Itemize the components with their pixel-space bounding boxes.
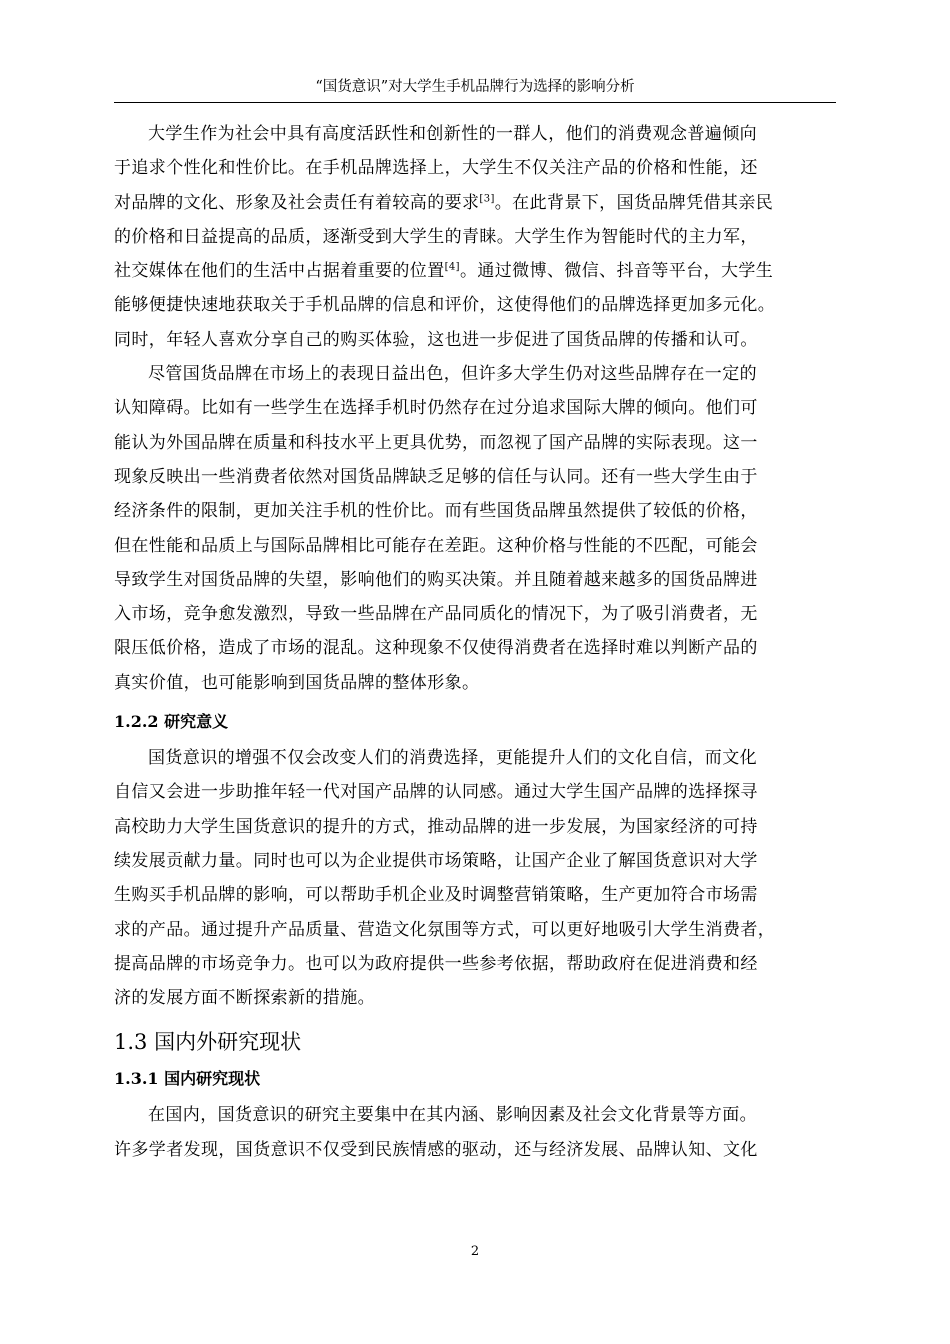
paragraph-1: [114, 117, 836, 357]
text-line: 现象反映出一些消费者依然对国货品牌缺乏足够的信任与认同。还有一些大学生由于: [114, 466, 758, 487]
text-line: 的价格和日益提高的品质，逐渐受到大学生的青睐。大学生作为智能时代的主力军，: [114, 226, 758, 247]
paragraph-2: [114, 357, 836, 700]
text-line: 国货意识的增强不仅会改变人们的消费选择，更能提升人们的文化自信，而文化: [148, 748, 757, 769]
text-line: [114, 254, 836, 288]
text-line: 高校助力大学生国货意识的提升的方式，推动品牌的进一步发展，为国家经济的可持: [114, 816, 758, 837]
paragraph-3: [114, 741, 836, 1015]
text-line: 在国内，国货意识的研究主要集中在其内涵、影响因素及社会文化背景等方面。: [148, 1105, 757, 1126]
text-line: 真实价值，也可能影响到国货品牌的整体形象。: [114, 672, 480, 693]
text-line: 尽管国货品牌在市场上的表现日益出色，但许多大学生仍对这些品牌存在一定的: [148, 364, 757, 385]
text-line: 限压低价格，造成了市场的混乱。这种现象不仅使得消费者在选择时难以判断产品的: [114, 638, 758, 659]
text-line: 续发展贡献力量。同时也可以为企业提供市场策略，让国产企业了解国货意识对大学: [114, 850, 758, 871]
text-line: 导致学生对国货品牌的失望，影响他们的购买决策。并且随着越来越多的国货品牌进: [114, 569, 758, 590]
text-line: 提高品牌的市场竞争力。也可以为政府提供一些参考依据，帮助政府在促进消费和经: [114, 953, 758, 974]
section-heading-1-3: 1.3 国内外研究现状: [114, 1030, 302, 1055]
page-number: 2: [470, 1244, 480, 1259]
text-line: [114, 186, 836, 220]
text-line: 能够便捷快速地获取关于手机品牌的信息和评价，这使得他们的品牌选择更加多元化。: [114, 295, 776, 316]
text-segment: 对品牌的文化、形象及社会责任有着较高的要求: [114, 192, 480, 213]
text-line: 生购买手机品牌的影响，可以帮助手机企业及时调整营销策略，生产更加符合市场需: [114, 885, 758, 906]
header-divider: [114, 102, 836, 103]
text-line: 入市场，竞争愈发激烈，导致一些品牌在产品同质化的情况下，为了吸引消费者，无: [114, 604, 758, 625]
text-line: 许多学者发现，国货意识不仅受到民族情感的驱动，还与经济发展、品牌认知、文化: [114, 1139, 758, 1160]
document-body: [114, 117, 836, 1167]
text-line: 但在性能和品质上与国际品牌相比可能存在差距。这种价格与性能的不匹配，可能会: [114, 535, 758, 556]
text-line: 求的产品。通过提升产品质量、营造文化氛围等方式，可以更好地吸引大学生消费者，: [114, 919, 776, 940]
text-segment: 社交媒体在他们的生活中占据着重要的位置: [114, 261, 445, 282]
text-segment: 。在此背景下，国货品牌凭借其亲民: [494, 192, 774, 213]
text-line: 能认为外国品牌在质量和科技水平上更具优势，而忽视了国产品牌的实际表现。这一: [114, 432, 758, 453]
text-line: 于追求个性化和性价比。在手机品牌选择上，大学生不仅关注产品的价格和性能，还: [114, 158, 758, 179]
text-line: 同时，年轻人喜欢分享自己的购买体验，这也进一步促进了国货品牌的传播和认可。: [114, 329, 758, 350]
text-line: 济的发展方面不断探索新的措施。: [114, 988, 375, 1009]
section-heading-1-3-1: 1.3.1 国内研究现状: [114, 1069, 261, 1089]
text-line: 认知障碍。比如有一些学生在选择手机时仍然存在过分追求国际大牌的倾向。他们可: [114, 398, 758, 419]
text-segment: 。通过微博、微信、抖音等平台，大学生: [459, 261, 774, 282]
text-line: 自信又会进一步助推年轻一代对国产品牌的认同感。通过大学生国产品牌的选择探寻: [114, 782, 758, 803]
text-line: 大学生作为社会中具有高度活跃性和创新性的一群人，他们的消费观念普遍倾向: [148, 124, 757, 144]
citation-ref: [4]: [444, 261, 460, 273]
text-line: 经济条件的限制，更加关注手机的性价比。而有些国货品牌虽然提供了较低的价格，: [114, 501, 758, 522]
section-heading-1-2-2: 1.2.2 研究意义: [114, 712, 229, 732]
citation-ref: [3]: [479, 192, 495, 204]
paragraph-4: [114, 1098, 836, 1167]
running-header: “国货意识”对大学生手机品牌行为选择的影响分析: [315, 79, 635, 95]
